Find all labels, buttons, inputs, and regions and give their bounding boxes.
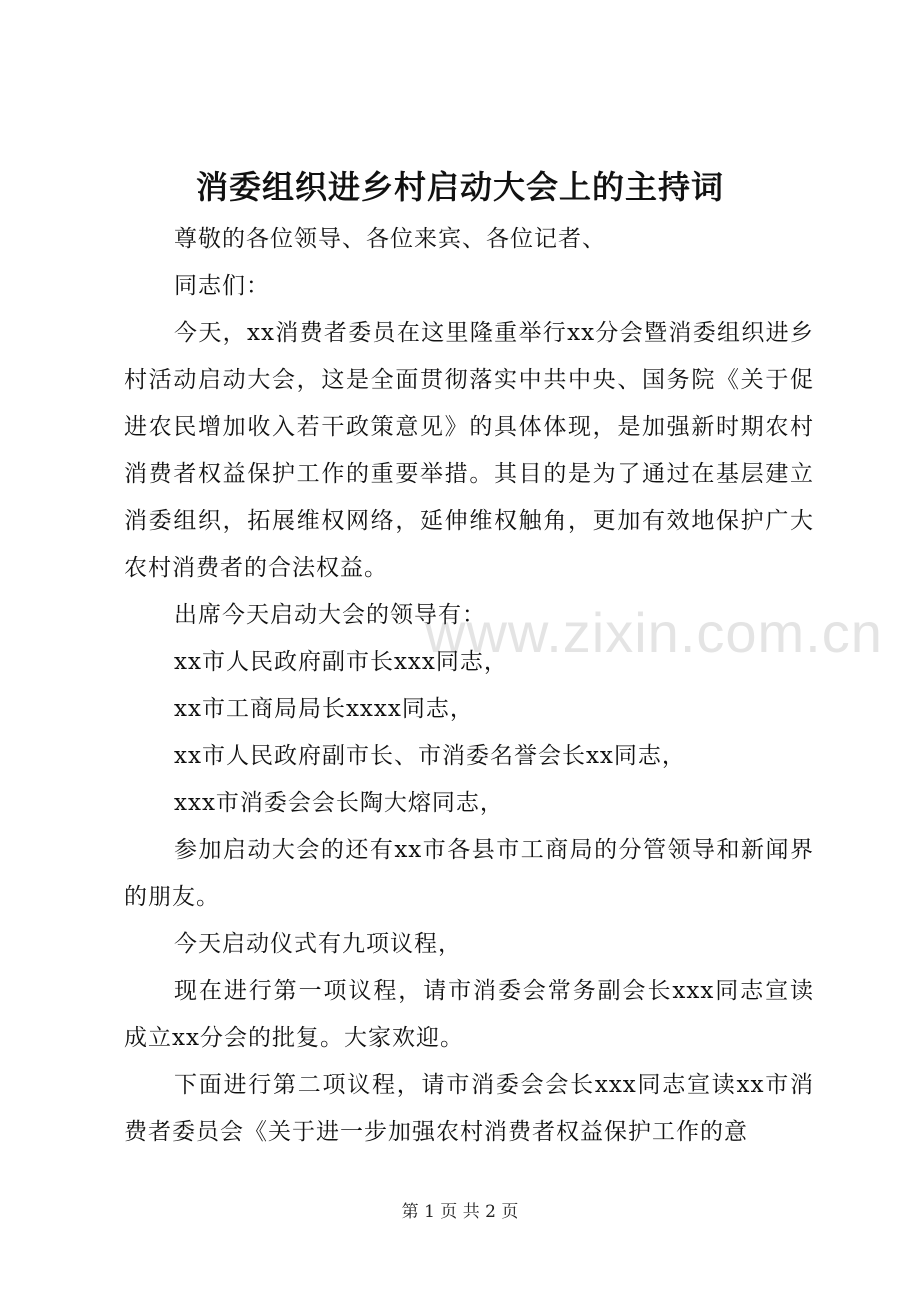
paragraph-intro: 今天，xx消费者委员在这里隆重举行xx分会暨消委组织进乡村活动启动大会，这是全面贯彻落实中共中央、国务院《关于促进农民增加收入若干政策意见》的具体体现，是加强新时期农村消费者权益保护工作的重要举措。其目的是为了通过在基层建立消委组织，拓展维权网络，延伸维权触角，更加有效地保护广大农村消费者的合法权益。 — [124, 320, 814, 581]
page-footer: 第 1 页 共 2 页 — [401, 1202, 519, 1222]
paragraph-leader-4: xxx市消委会会长陶大熔同志， — [174, 790, 504, 816]
paragraph-leader-2: xx市工商局局长xxxx同志， — [174, 696, 474, 722]
paragraph-leaders-heading: 出席今天启动大会的领导有： — [174, 602, 486, 628]
watermark: www.zixin.com.cn — [425, 601, 883, 664]
document-title: 消委组织进乡村启动大会上的主持词 — [195, 168, 724, 206]
paragraph-leader-3: xx市人民政府副市长、市消委名誉会长xx同志， — [174, 743, 686, 769]
paragraph-agenda-item-1: 现在进行第一项议程，请市消委会常务副会长xxx同志宣读成立xx分会的批复。大家欢迎。 — [124, 978, 814, 1051]
document-body — [124, 216, 814, 1156]
paragraph-agenda-item-2: 下面进行第二项议程，请市消委会会长xxx同志宣读xx市消费者委员会《关于进一步加强农村消费者权益保护工作的意 — [124, 1072, 814, 1145]
paragraph-attendees: 参加启动大会的还有xx市各县市工商局的分管领导和新闻界的朋友。 — [124, 837, 814, 910]
paragraph-leader-1: xx市人民政府副市长xxx同志， — [174, 649, 508, 675]
paragraph-agenda: 今天启动仪式有九项议程， — [174, 931, 462, 957]
paragraph-greeting: 尊敬的各位领导、各位来宾、各位记者、 — [174, 226, 606, 252]
paragraph-comrades: 同志们： — [174, 273, 270, 299]
